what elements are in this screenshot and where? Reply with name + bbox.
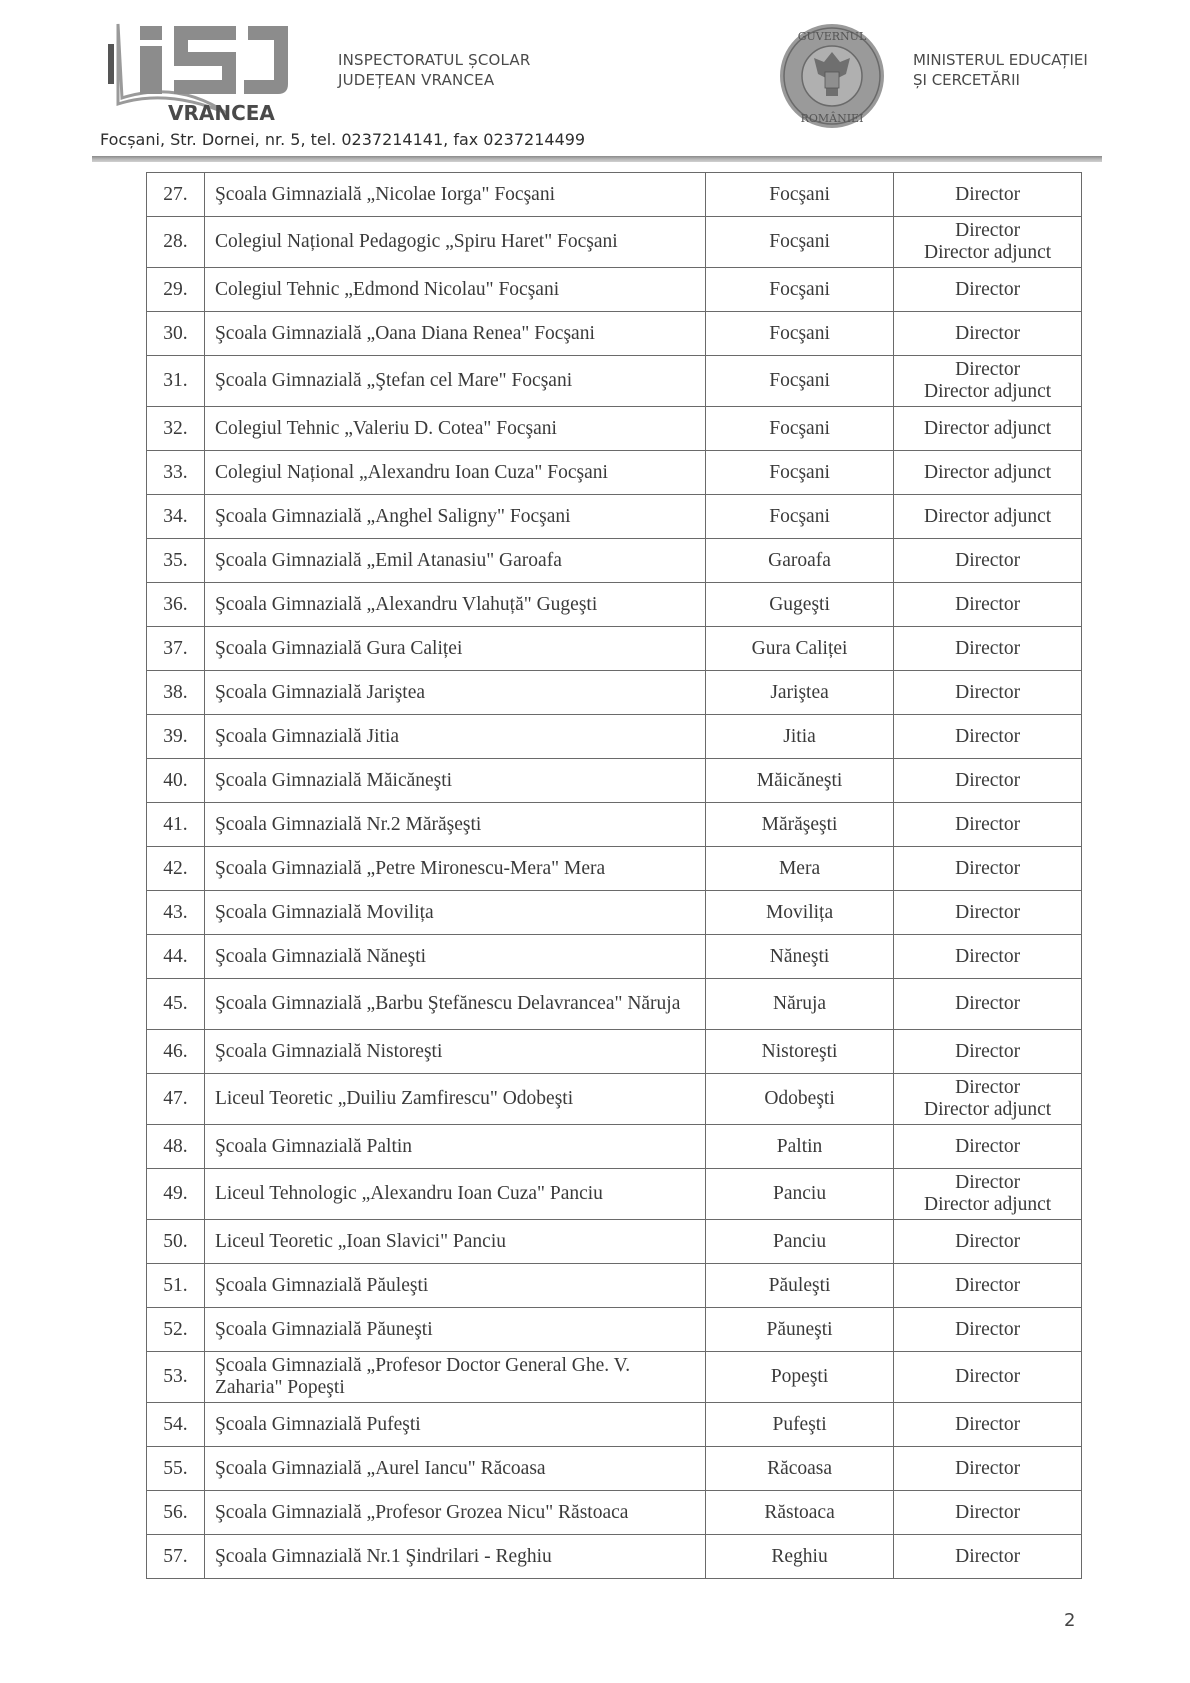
- school-name: Şcoala Gimnazială Năneşti: [204, 935, 705, 979]
- position-label: Director: [955, 1457, 1021, 1479]
- row-number: 47.: [147, 1074, 205, 1125]
- locality: Focşani: [705, 407, 893, 451]
- locality: Paltin: [705, 1125, 893, 1169]
- position-cell: [894, 627, 1082, 671]
- locality: Garoafa: [705, 539, 893, 583]
- locality: Răcoasa: [705, 1447, 893, 1491]
- locality: Năneşti: [705, 935, 893, 979]
- locality: Focşani: [705, 451, 893, 495]
- table-row: [147, 891, 1082, 935]
- locality: Mărăşeşti: [705, 803, 893, 847]
- position-label: Director: [955, 593, 1021, 615]
- row-number: 44.: [147, 935, 205, 979]
- locality: Focşani: [705, 312, 893, 356]
- position-cell: [894, 451, 1082, 495]
- table-row: [147, 671, 1082, 715]
- position-cell: [894, 1264, 1082, 1308]
- table-row: [147, 759, 1082, 803]
- locality: Năruja: [705, 979, 893, 1030]
- position-label: Director: [955, 1040, 1021, 1062]
- position-label: Director: [955, 549, 1021, 571]
- position-label: Director: [955, 1366, 1021, 1387]
- position-label: Director: [955, 359, 1021, 380]
- table-row: [147, 407, 1082, 451]
- locality: Pufeşti: [705, 1403, 893, 1447]
- position-label: Director: [955, 813, 1021, 835]
- schools-table: [146, 172, 1082, 1579]
- position-label: Director adjunct: [923, 417, 1052, 439]
- table-row: [147, 803, 1082, 847]
- table-row: [147, 495, 1082, 539]
- table-row: [147, 1535, 1082, 1579]
- row-number: 57.: [147, 1535, 205, 1579]
- position-cell: [894, 803, 1082, 847]
- position-cell: [894, 583, 1082, 627]
- row-number: 30.: [147, 312, 205, 356]
- position-cell: [894, 671, 1082, 715]
- row-number: 55.: [147, 1447, 205, 1491]
- position-cell: [894, 847, 1082, 891]
- row-number: 56.: [147, 1491, 205, 1535]
- position-cell: [894, 217, 1082, 268]
- position-label: Director: [955, 1172, 1021, 1193]
- school-name: Şcoala Gimnazială „Ştefan cel Mare" Focşani: [204, 356, 705, 407]
- position-cell: [894, 407, 1082, 451]
- locality: Jariştea: [705, 671, 893, 715]
- position-label: Director: [955, 278, 1021, 300]
- position-cell: [894, 1403, 1082, 1447]
- locality: Gura Caliței: [705, 627, 893, 671]
- row-number: 50.: [147, 1220, 205, 1264]
- locality: Nistoreşti: [705, 1030, 893, 1074]
- school-name: Şcoala Gimnazială Jariştea: [204, 671, 705, 715]
- position-label: Director: [955, 637, 1021, 659]
- table-row: [147, 715, 1082, 759]
- locality: Reghiu: [705, 1535, 893, 1579]
- row-number: 31.: [147, 356, 205, 407]
- locality: Păuleşti: [705, 1264, 893, 1308]
- row-number: 36.: [147, 583, 205, 627]
- table-row: [147, 979, 1082, 1030]
- school-name: Liceul Teoretic „Duiliu Zamfirescu" Odobeşti: [204, 1074, 705, 1125]
- locality: Panciu: [705, 1220, 893, 1264]
- position-cell: [894, 1352, 1082, 1403]
- school-name: Şcoala Gimnazială Nr.2 Mărăşeşti: [204, 803, 705, 847]
- row-number: 52.: [147, 1308, 205, 1352]
- locality: Focşani: [705, 495, 893, 539]
- position-label: Director: [955, 945, 1021, 967]
- table-row: [147, 451, 1082, 495]
- position-label: Director: [955, 322, 1021, 344]
- row-number: 42.: [147, 847, 205, 891]
- school-name: Şcoala Gimnazială „Emil Atanasiu" Garoafa: [204, 539, 705, 583]
- position-label: Director: [955, 1135, 1021, 1157]
- position-label: Director: [955, 220, 1021, 241]
- table-row: [147, 173, 1082, 217]
- position-cell: [894, 495, 1082, 539]
- header-divider: [92, 156, 1102, 162]
- row-number: 35.: [147, 539, 205, 583]
- position-cell: [894, 1308, 1082, 1352]
- row-number: 38.: [147, 671, 205, 715]
- table-row: [147, 1125, 1082, 1169]
- position-label: Director: [955, 681, 1021, 703]
- locality: Movilița: [705, 891, 893, 935]
- government-emblem-icon: [778, 22, 886, 130]
- position-label: Director: [955, 1413, 1021, 1435]
- school-name: Şcoala Gimnazială Movilița: [204, 891, 705, 935]
- school-name: Şcoala Gimnazială „Nicolae Iorga" Focşani: [204, 173, 705, 217]
- position-label: Director: [955, 1318, 1021, 1340]
- table-row: [147, 1169, 1082, 1220]
- position-label: Director adjunct: [923, 505, 1052, 527]
- school-name: Şcoala Gimnazială „Profesor Doctor General Ghe. V. Zaharia" Popeşti: [204, 1352, 705, 1403]
- position-label: Director: [955, 857, 1021, 879]
- position-label: Director: [955, 769, 1021, 791]
- position-cell: [894, 1535, 1082, 1579]
- school-name: Şcoala Gimnazială „Aurel Iancu" Răcoasa: [204, 1447, 705, 1491]
- position-cell: [894, 715, 1082, 759]
- position-cell: [894, 1220, 1082, 1264]
- school-name: Şcoala Gimnazială „Alexandru Vlahuță" Gugeşti: [204, 583, 705, 627]
- row-number: 46.: [147, 1030, 205, 1074]
- position-cell: [894, 891, 1082, 935]
- position-label: Director: [955, 183, 1021, 205]
- school-name: Şcoala Gimnazială „Barbu Ştefănescu Delavrancea" Năruja: [204, 979, 705, 1030]
- table-row: [147, 539, 1082, 583]
- locality: Focşani: [705, 217, 893, 268]
- row-number: 29.: [147, 268, 205, 312]
- position-label: Director: [955, 1230, 1021, 1252]
- position-label: Director: [955, 1501, 1021, 1523]
- position-label: Director: [955, 1545, 1021, 1567]
- position-cell: [894, 539, 1082, 583]
- school-name: Şcoala Gimnazială „Profesor Grozea Nicu" Răstoaca: [204, 1491, 705, 1535]
- table-row: [147, 217, 1082, 268]
- table-row: [147, 1220, 1082, 1264]
- locality: Focşani: [705, 356, 893, 407]
- position-cell: [894, 1030, 1082, 1074]
- school-name: Şcoala Gimnazială Nistoreşti: [204, 1030, 705, 1074]
- position-label: Director: [955, 993, 1021, 1014]
- position-cell: [894, 1491, 1082, 1535]
- school-name: Şcoala Gimnazială Păuneşti: [204, 1308, 705, 1352]
- school-name: Şcoala Gimnazială Paltin: [204, 1125, 705, 1169]
- position-label: Director adjunct: [923, 381, 1052, 402]
- position-cell: [894, 1169, 1082, 1220]
- table-row: [147, 1030, 1082, 1074]
- locality: Răstoaca: [705, 1491, 893, 1535]
- position-label: Director: [955, 725, 1021, 747]
- row-number: 45.: [147, 979, 205, 1030]
- ministry-name: MINISTERUL EDUCAȚIEI ȘI CERCETĂRII: [913, 51, 1088, 89]
- table-row: [147, 1074, 1082, 1125]
- locality: Mera: [705, 847, 893, 891]
- isj-vrancea-logo: [108, 18, 308, 124]
- locality: Panciu: [705, 1169, 893, 1220]
- school-name: Şcoala Gimnazială Pufeşti: [204, 1403, 705, 1447]
- row-number: 53.: [147, 1352, 205, 1403]
- row-number: 43.: [147, 891, 205, 935]
- row-number: 32.: [147, 407, 205, 451]
- table-row: [147, 935, 1082, 979]
- address-line: Focșani, Str. Dornei, nr. 5, tel. 0237214141, fax 0237214499: [100, 130, 586, 149]
- schools-table-body: [147, 173, 1082, 1579]
- school-name: Şcoala Gimnazială Gura Caliței: [204, 627, 705, 671]
- table-row: [147, 312, 1082, 356]
- locality: Focşani: [705, 268, 893, 312]
- position-cell: [894, 759, 1082, 803]
- row-number: 41.: [147, 803, 205, 847]
- table-row: [147, 1491, 1082, 1535]
- school-name: Şcoala Gimnazială „Oana Diana Renea" Focşani: [204, 312, 705, 356]
- table-row: [147, 627, 1082, 671]
- locality: Focşani: [705, 173, 893, 217]
- table-row: [147, 1308, 1082, 1352]
- position-cell: [894, 1074, 1082, 1125]
- school-name: Şcoala Gimnazială Măicăneşti: [204, 759, 705, 803]
- svg-text:GUVERNUL: GUVERNUL: [797, 30, 867, 43]
- page-number: 2: [1064, 1610, 1076, 1631]
- locality: Odobeşti: [705, 1074, 893, 1125]
- svg-text:ROMÂNIEI: ROMÂNIEI: [800, 112, 864, 125]
- school-name: Şcoala Gimnazială „Anghel Saligny" Focşani: [204, 495, 705, 539]
- school-name: Şcoala Gimnazială Jitia: [204, 715, 705, 759]
- table-row: [147, 1352, 1082, 1403]
- row-number: 54.: [147, 1403, 205, 1447]
- locality: Jitia: [705, 715, 893, 759]
- school-name: Şcoala Gimnazială „Petre Mironescu-Mera" Mera: [204, 847, 705, 891]
- locality: Popeşti: [705, 1352, 893, 1403]
- row-number: 34.: [147, 495, 205, 539]
- position-label: Director: [955, 1274, 1021, 1296]
- position-cell: [894, 1447, 1082, 1491]
- school-name: Colegiul Național Pedagogic „Spiru Haret" Focşani: [204, 217, 705, 268]
- school-name: Şcoala Gimnazială Păuleşti: [204, 1264, 705, 1308]
- position-cell: [894, 356, 1082, 407]
- position-label: Director: [955, 1077, 1021, 1098]
- table-row: [147, 1447, 1082, 1491]
- row-number: 51.: [147, 1264, 205, 1308]
- position-label: Director: [955, 901, 1021, 923]
- position-label: Director adjunct: [923, 1099, 1052, 1120]
- row-number: 27.: [147, 173, 205, 217]
- row-number: 40.: [147, 759, 205, 803]
- position-cell: [894, 312, 1082, 356]
- position-cell: [894, 979, 1082, 1030]
- position-cell: [894, 173, 1082, 217]
- position-cell: [894, 268, 1082, 312]
- school-name: Şcoala Gimnazială Nr.1 Şindrilari - Reghiu: [204, 1535, 705, 1579]
- inspectorate-name: INSPECTORATUL ȘCOLAR JUDEȚEAN VRANCEA: [338, 51, 531, 89]
- table-row: [147, 356, 1082, 407]
- row-number: 28.: [147, 217, 205, 268]
- position-label: Director adjunct: [923, 1194, 1052, 1215]
- school-name: Liceul Teoretic „Ioan Slavici" Panciu: [204, 1220, 705, 1264]
- row-number: 48.: [147, 1125, 205, 1169]
- position-label: Director adjunct: [923, 242, 1052, 263]
- position-label: Director adjunct: [923, 461, 1052, 483]
- position-cell: [894, 935, 1082, 979]
- table-row: [147, 268, 1082, 312]
- letterhead: [0, 0, 1190, 160]
- locality: Gugeşti: [705, 583, 893, 627]
- table-row: [147, 847, 1082, 891]
- row-number: 49.: [147, 1169, 205, 1220]
- row-number: 37.: [147, 627, 205, 671]
- logo-subtitle: VRANCEA: [168, 101, 275, 124]
- table-row: [147, 583, 1082, 627]
- school-name: Liceul Tehnologic „Alexandru Ioan Cuza" Panciu: [204, 1169, 705, 1220]
- row-number: 33.: [147, 451, 205, 495]
- table-row: [147, 1264, 1082, 1308]
- school-name: Colegiul Tehnic „Edmond Nicolau" Focşani: [204, 268, 705, 312]
- locality: Măicăneşti: [705, 759, 893, 803]
- row-number: 39.: [147, 715, 205, 759]
- table-row: [147, 1403, 1082, 1447]
- school-name: Colegiul Național „Alexandru Ioan Cuza" Focşani: [204, 451, 705, 495]
- position-cell: [894, 1125, 1082, 1169]
- school-name: Colegiul Tehnic „Valeriu D. Cotea" Focşani: [204, 407, 705, 451]
- locality: Păuneşti: [705, 1308, 893, 1352]
